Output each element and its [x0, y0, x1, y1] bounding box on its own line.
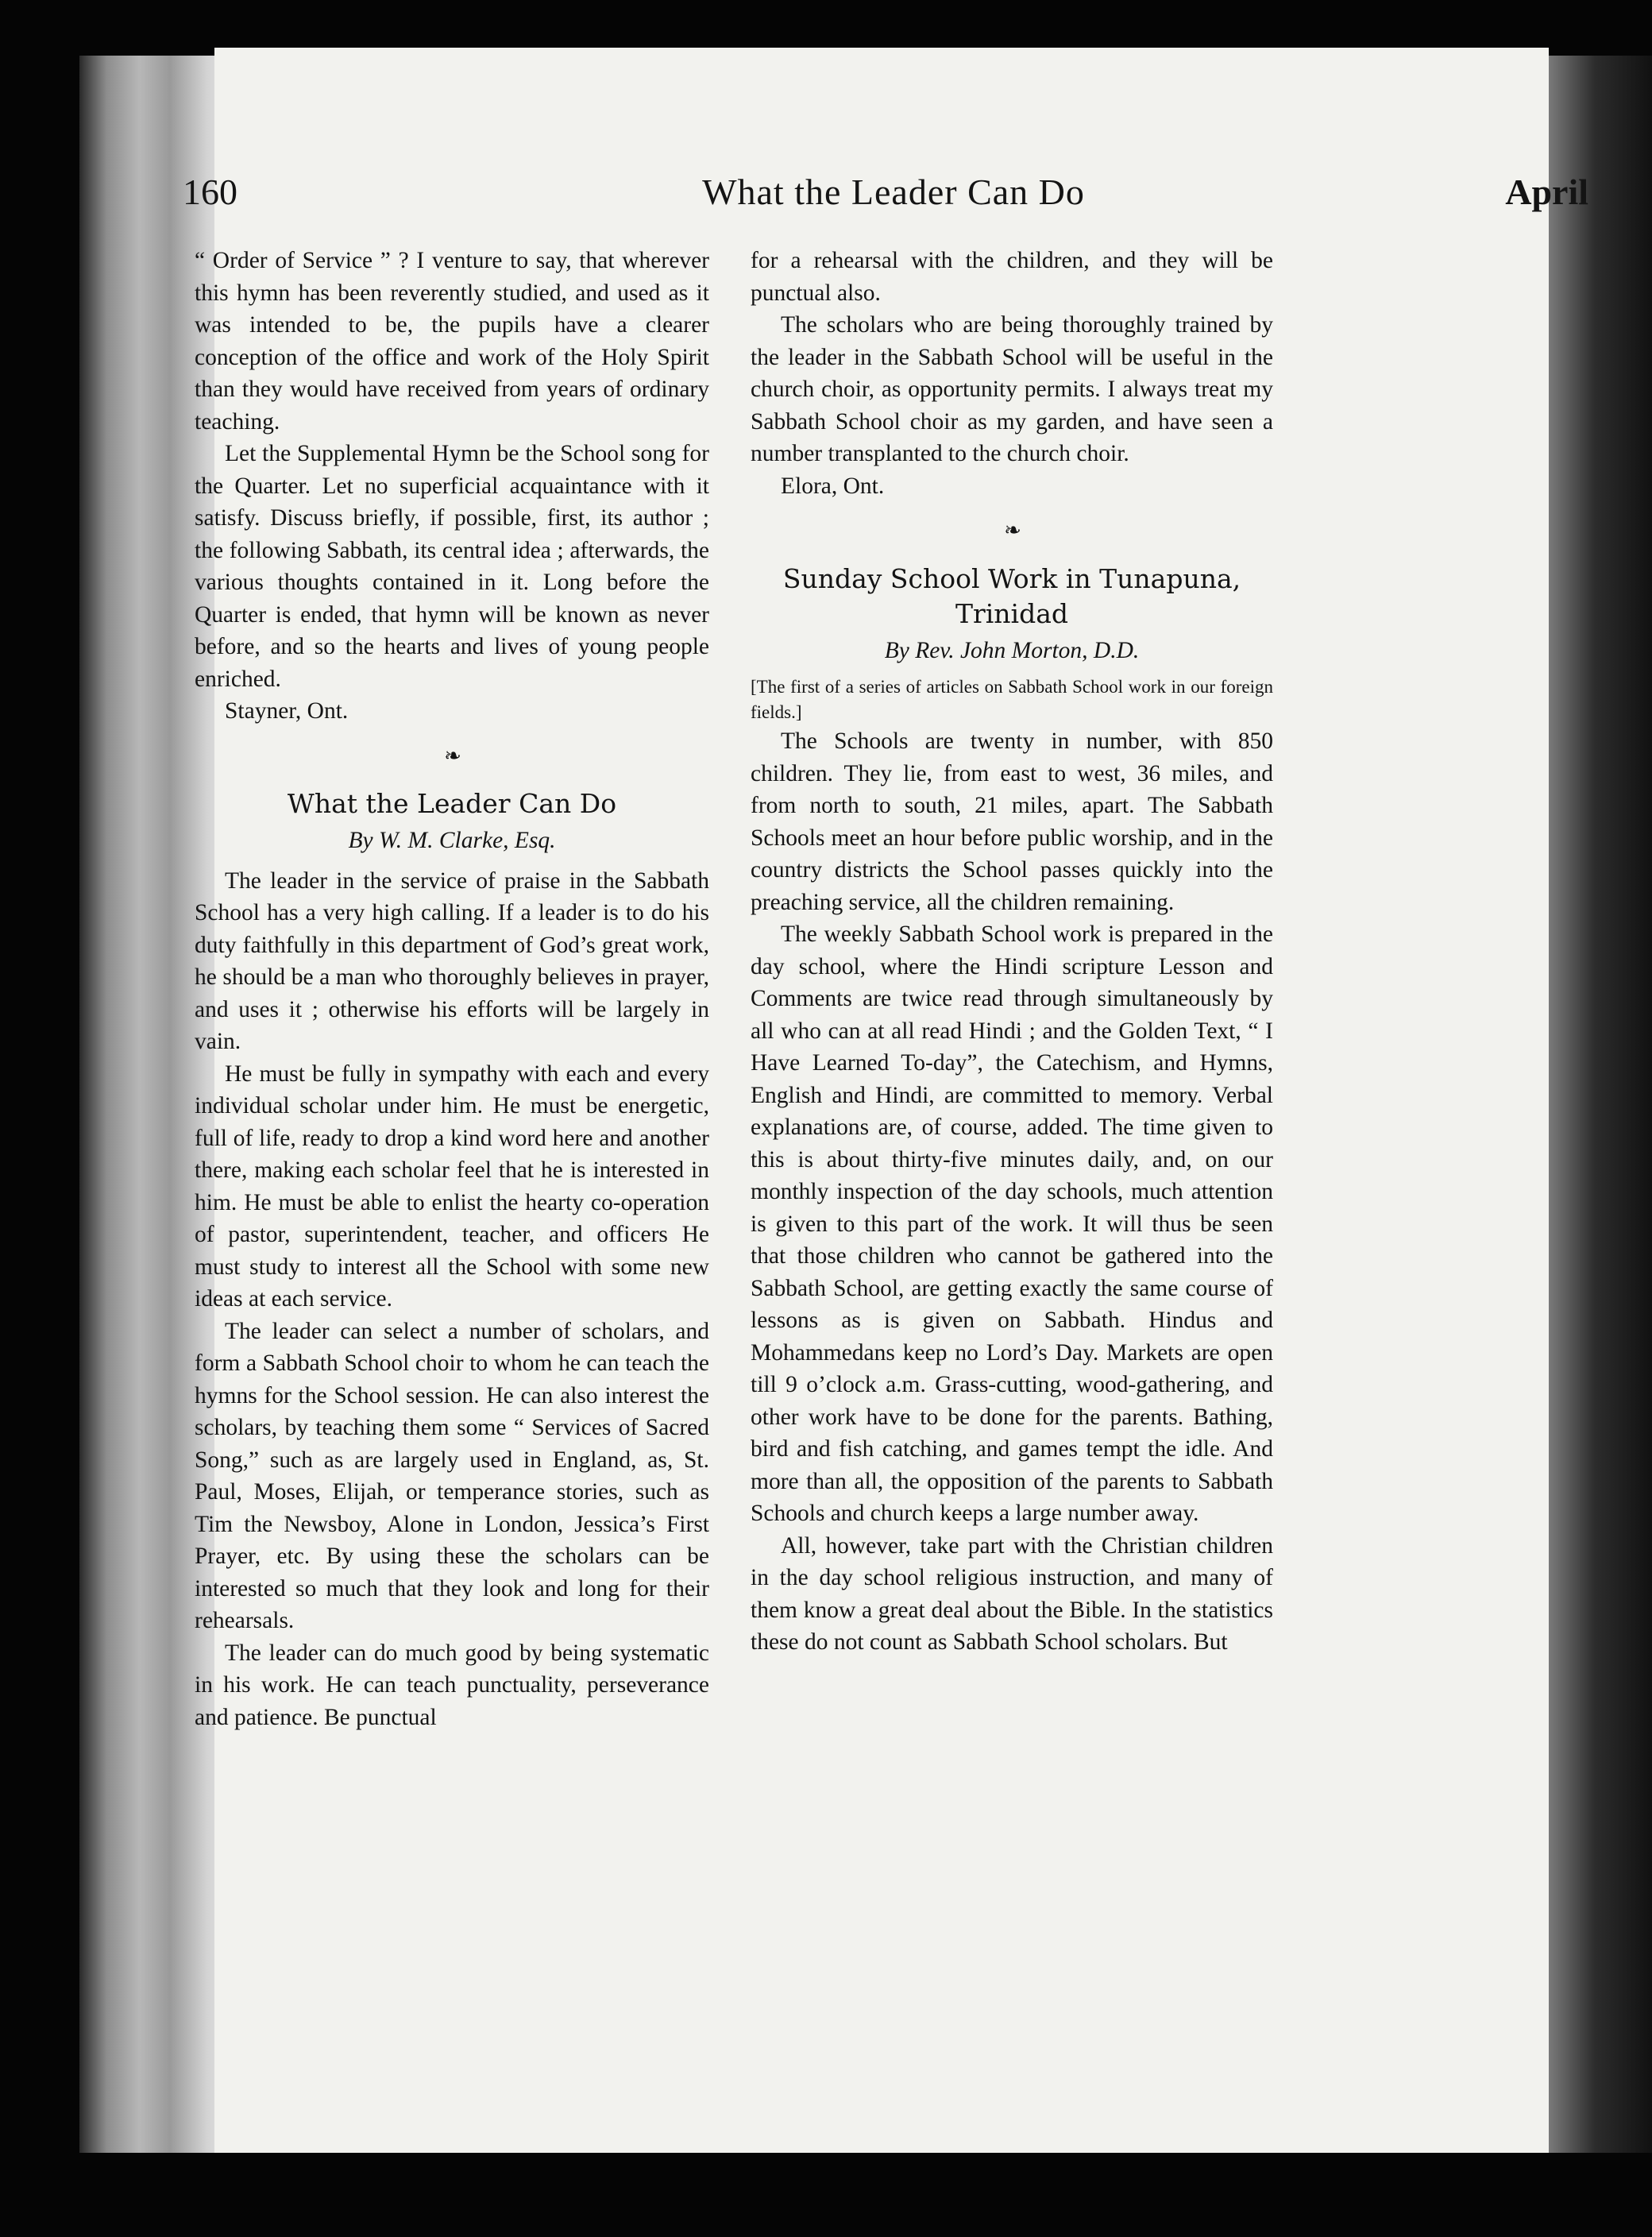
paragraph: The leader can do much good by being systematic in his work. He can teach punctuality, perseverance and patience. Be punctual: [195, 1640, 709, 1730]
left-column: [195, 245, 709, 1733]
paragraph: Let the Supplemental Hymn be the School song for the Quarter. Let no superficial acquaintance with it satisfy. Discuss briefly, if possible, first, its author ; the following Sabbath, its central idea ; afterwards, the various thoughts contained in it. Long before the Quarter is ended, that hymn will be known as never before, and so the hearts and lives of young people enriched.: [195, 441, 709, 692]
paragraph: He must be fully in sympathy with each and every individual scholar under him. He must be energetic, full of life, ready to drop a kind word here and another there, making each scholar feel that he is interested in him. He must be able to enlist the hearty co-operation of pastor, superintendent, teacher, and officers He must study to interest all the School with some new ideas at each service.: [195, 1061, 709, 1312]
right-column: [751, 245, 1273, 1659]
byline: By Rev. John Morton, D.D.: [884, 637, 1140, 663]
paragraph: The weekly Sabbath School work is prepared in the day school, where the Hindi scripture Lesson and Comments are twice read through simultaneously by all who can at all read Hindi ; and the Golden Text, “ I Have Learned To-day”, the Catechism, and Hymns, English and Hindi, are committed to memory. Verbal explanations are, of course, added. The time given to this is about thirty-five minutes daily, and, on our monthly inspection of the day schools, much attention is given to this part of the work. It will thus be seen that those children who cannot be gathered into the Sabbath School, are getting exactly the same course of lessons as is given on Sabbath. Hindus and Mohammedans keep no Lord’s Day. Markets are open till 9 o’clock a.m. Grass-cutting, wood-gathering, and other work have to be done for the parents. Bathing, bird and fish catching, and games tempt the idle. And more than all, the opposition of the parents to Sabbath Schools and church keeps a large number away.: [751, 921, 1273, 1526]
paragraph: The leader in the service of praise in the Sabbath School has a very high calling. If a leader is to do his duty faithfully in this department of God’s great work, he should be a man who thoroughly believes in prayer, and uses it ; otherwise his efforts will be largely in vain.: [195, 867, 709, 1054]
paragraph: The leader can select a number of scholars, and form a Sabbath School choir to whom he can teach the hymns for the School session. He can also interest the scholars, by teaching them some “ Services of Sacred Song,” such as are largely used in England, as, St. Paul, Moses, Elijah, or temperance stories, such as Tim the Newsboy, Alone in London, Jessica’s First Prayer, etc. By using these the scholars can be interested so much that they look and long for their rehearsals.: [195, 1318, 709, 1633]
running-header: [183, 171, 1604, 234]
header-month: April: [1505, 172, 1588, 212]
running-title: What the Leader Can Do: [702, 172, 1085, 212]
editorial-note: [The first of a series of articles on Sabbath School work in our foreign fields.]: [751, 677, 1273, 722]
article-title: Sunday School Work in Tunapuna, Trinidad: [782, 562, 1241, 629]
signoff: Elora, Ont.: [781, 473, 885, 499]
paragraph: The scholars who are being thoroughly trained by the leader in the Sabbath School will be useful in the church choir, as opportunity permits. I always treat my Sabbath School choir as my garden, and have seen a number transplanted to the church choir.: [751, 312, 1273, 466]
byline: By W. M. Clarke, Esq.: [348, 828, 556, 853]
signoff: Stayner, Ont.: [225, 698, 349, 724]
page-number: 160: [183, 172, 237, 212]
ornament-icon: ❧: [444, 744, 460, 767]
ornament-icon: ❧: [1004, 519, 1020, 542]
paragraph: All, however, take part with the Christian children in the day school religious instruction, and many of them know a great deal about the Bible. In the statistics these do not count as Sabbath School scholars. But: [751, 1532, 1273, 1655]
article-title: What the Leader Can Do: [287, 788, 617, 819]
paragraph: “ Order of Service ” ? I venture to say, that wherever this hymn has been reverently studied, and used as it was intended to be, the pupils have a clearer conception of the office and work of the Holy Spirit than they would have received from years of ordinary teaching.: [195, 248, 709, 435]
page-edge-shadow: [1549, 56, 1652, 2153]
paragraph: for a rehearsal with the children, and they will be punctual also.: [751, 248, 1273, 306]
paragraph: The Schools are twenty in number, with 850 children. They lie, from east to west, 36 miles, and from north to south, 21 miles, apart. The Sabbath Schools meet an hour before public worship, and in the country districts the School passes quickly into the preaching service, all the children remaining.: [751, 728, 1273, 915]
